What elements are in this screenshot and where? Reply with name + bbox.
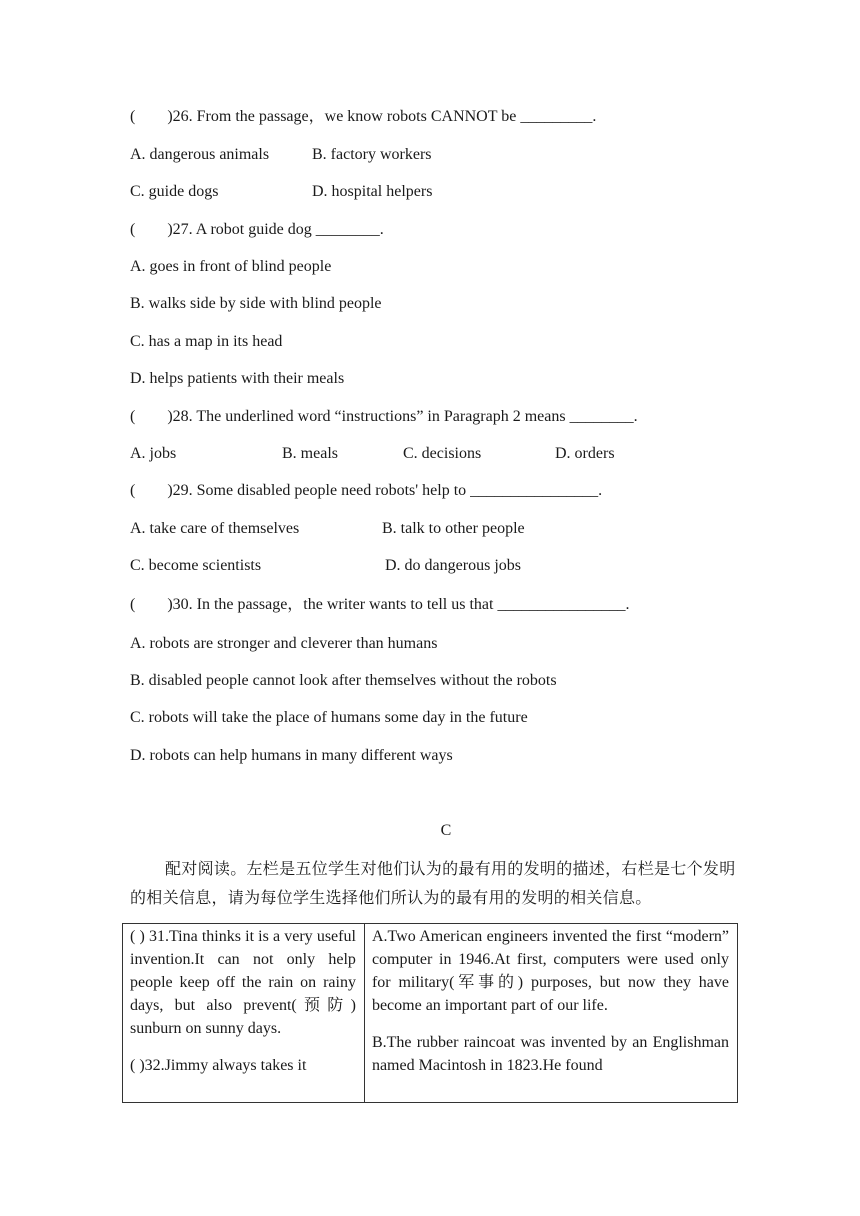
q27-option-d: D. helps patients with their meals [130,370,345,387]
matching-item-31: ( ) 31.Tina thinks it is a very useful invention.It can not only help people keep off the rain on rainy days, but also prevent(预防) sunburn on sunny days. [130,928,356,1037]
q27-option-c: C. has a map in its head [130,333,283,350]
q30-option-d: D. robots can help humans in many different ways [130,747,453,764]
q29-option-b: B. talk to other people [382,520,525,537]
matching-info-b: B.The rubber raincoat was invented by an Englishman named Macintosh in 1823.He found [371,1034,729,1074]
matching-item-32: ( )32.Jimmy always takes it [130,1057,307,1074]
q27-option-b: B. walks side by side with blind people [130,295,382,312]
q29-option-d: D. do dangerous jobs [385,557,521,574]
q29-option-c: C. become scientists [130,557,262,574]
q26-option-d: D. hospital helpers [312,183,433,200]
matching-left-column [123,924,365,1103]
question-30-stem: ( )30. In the passage，the writer wants to tell us that ________________. [130,596,630,613]
section-title: C [440,822,452,839]
matching-table [122,923,738,1103]
q30-option-b: B. disabled people cannot look after themselves without the robots [130,672,557,689]
question-27-stem: ( )27. A robot guide dog ________. [130,221,384,238]
matching-info-a: A.Two American engineers invented the first “modern” computer in 1946.At first, computers were used only for military(军事的) purposes, but now they have become an important part of our life. [371,928,729,1014]
q30-option-a: A. robots are stronger and cleverer than humans [130,635,438,652]
q27-option-a: A. goes in front of blind people [130,258,332,275]
q26-option-c: C. guide dogs [130,183,219,200]
q26-option-b: B. factory workers [312,146,432,163]
q28-option-c: C. decisions [403,445,482,462]
q29-option-a: A. take care of themselves [130,520,300,537]
q28-option-a: A. jobs [130,445,177,462]
q26-option-a: A. dangerous animals [130,146,270,163]
matching-right-column [364,924,737,1103]
q28-option-b: B. meals [282,445,338,462]
q28-option-d: D. orders [555,445,615,462]
section-instructions: 配对阅读。左栏是五位学生对他们认为的最有用的发明的描述，右栏是七个发明的相关信息，请为每位学生选择他们所认为的最有用的发明的相关信息。 [130,859,736,907]
q30-option-c: C. robots will take the place of humans some day in the future [130,709,528,726]
question-29-stem: ( )29. Some disabled people need robots' help to ________________. [130,482,603,499]
question-28-stem: ( )28. The underlined word “instructions” in Paragraph 2 means ________. [130,408,638,425]
question-26-stem: ( )26. From the passage，we know robots CANNOT be _________. [130,108,597,125]
